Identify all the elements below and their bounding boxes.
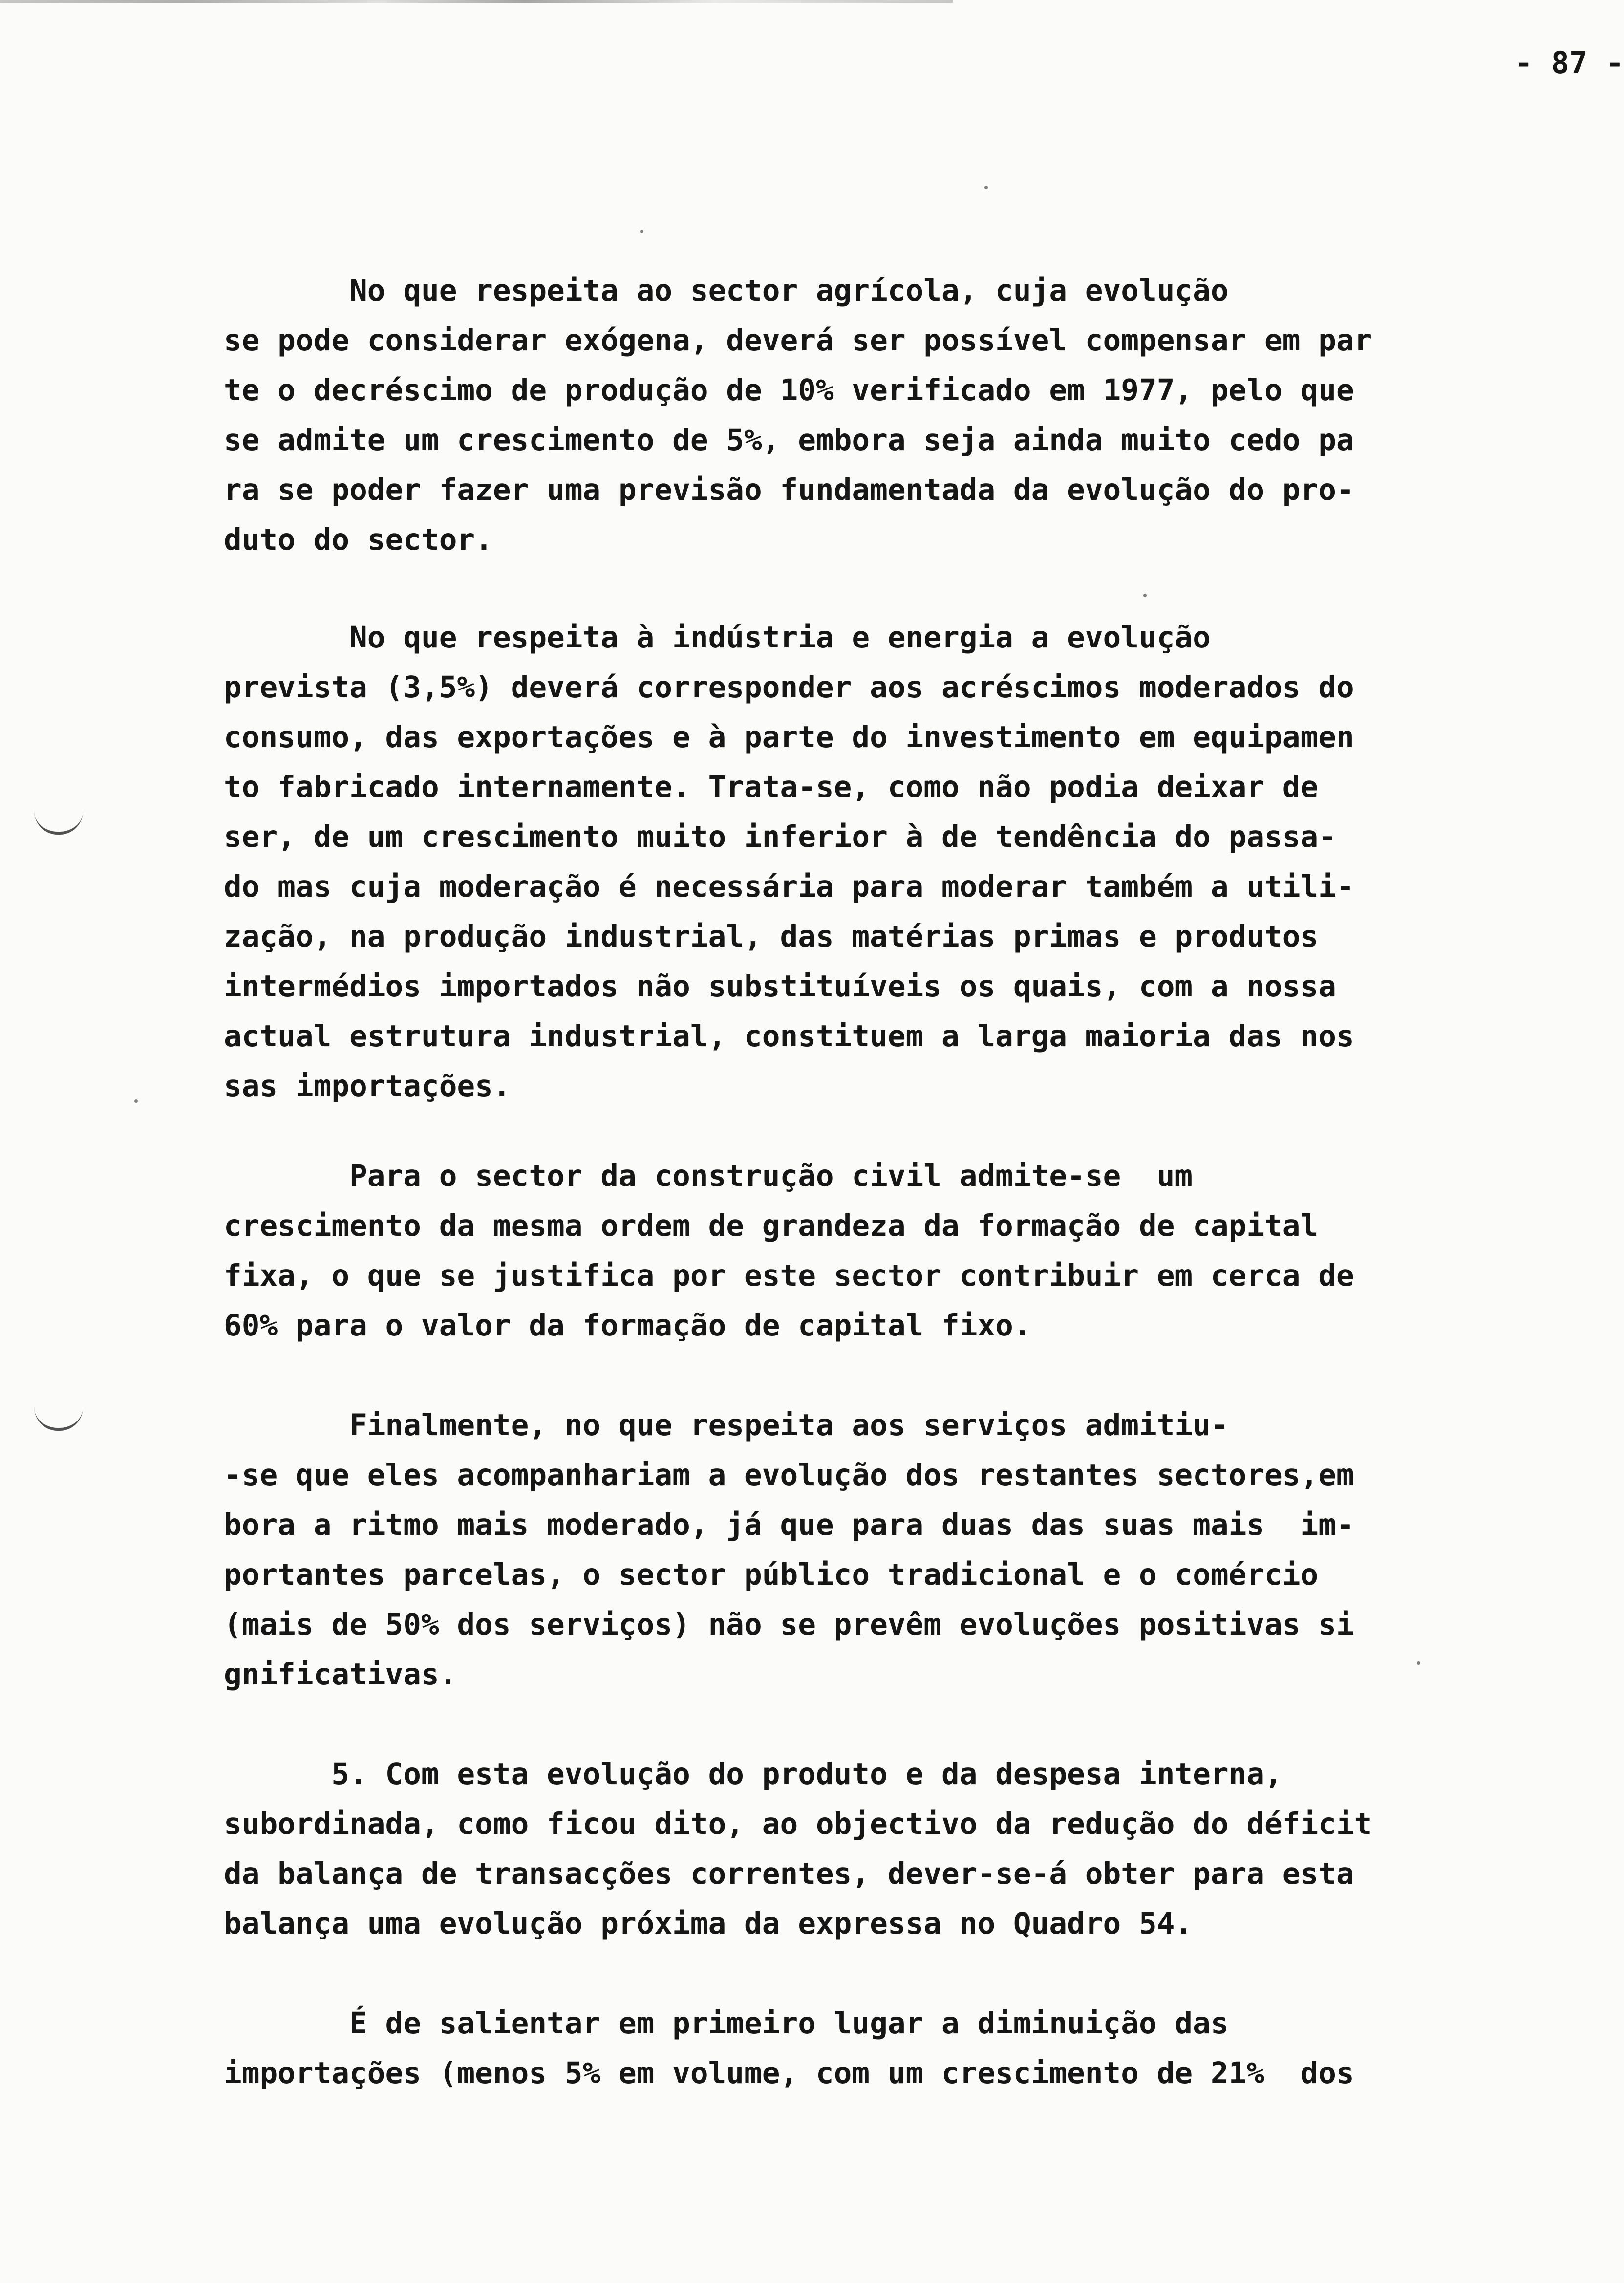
text-line: ra se poder fazer uma previsão fundamentada da evolução do pro- bbox=[224, 473, 1354, 507]
text-line: No que respeita ao sector agrícola, cuja evolução bbox=[224, 273, 1229, 308]
text-line: portantes parcelas, o sector público tradicional e o comércio bbox=[224, 1557, 1319, 1592]
paragraph-industry bbox=[224, 613, 1474, 1111]
paragraph-agriculture bbox=[224, 266, 1474, 565]
text-line: se pode considerar exógena, deverá ser possível compensar em par bbox=[224, 323, 1372, 358]
paragraph-construction bbox=[224, 1151, 1474, 1351]
text-line: do mas cuja moderação é necessária para moderar também a utili- bbox=[224, 869, 1354, 904]
paragraph-services bbox=[224, 1400, 1474, 1700]
text-line: zação, na produção industrial, das matérias primas e produtos bbox=[224, 919, 1319, 954]
text-line: duto do sector. bbox=[224, 522, 493, 557]
text-line: importações (menos 5% em volume, com um crescimento de 21% dos bbox=[224, 2056, 1354, 2090]
text-line: consumo, das exportações e à parte do investimento em equipamen bbox=[224, 720, 1354, 754]
text-line: se admite um crescimento de 5%, embora seja ainda muito cedo pa bbox=[224, 423, 1354, 457]
text-line: gnificativas. bbox=[224, 1657, 457, 1692]
scan-speck bbox=[984, 186, 988, 189]
text-line: Para o sector da construção civil admite-se um bbox=[224, 1159, 1193, 1193]
text-line: te o decréscimo de produção de 10% verificado em 1977, pelo que bbox=[224, 373, 1354, 408]
text-line: to fabricado internamente. Trata-se, como não podia deixar de bbox=[224, 770, 1319, 804]
paragraph-section-5 bbox=[224, 1749, 1474, 1949]
scan-edge-line bbox=[0, 0, 953, 3]
text-line: No que respeita à indústria e energia a evolução bbox=[224, 620, 1211, 655]
text-line: prevista (3,5%) deverá corresponder aos acréscimos moderados do bbox=[224, 670, 1354, 705]
text-line: 60% para o valor da formação de capital fixo. bbox=[224, 1308, 1031, 1343]
text-line: -se que eles acompanhariam a evolução dos restantes sectores,em bbox=[224, 1458, 1354, 1492]
text-line: bora a ritmo mais moderado, já que para duas das suas mais im- bbox=[224, 1508, 1354, 1542]
page-number: - 87 - bbox=[1515, 45, 1624, 81]
text-line: crescimento da mesma ordem de grandeza da formação de capital bbox=[224, 1208, 1319, 1243]
text-line: actual estrutura industrial, constituem a larga maioria das nos bbox=[224, 1019, 1354, 1054]
punch-mark-bottom bbox=[34, 1407, 83, 1431]
scan-speck bbox=[134, 1099, 138, 1103]
text-line: subordinada, como ficou dito, ao objectivo da redução do déficit bbox=[224, 1807, 1372, 1841]
text-line: intermédios importados não substituíveis os quais, com a nossa bbox=[224, 969, 1336, 1004]
scan-speck bbox=[1143, 594, 1147, 597]
text-line: 5. Com esta evolução do produto e da despesa interna, bbox=[224, 1757, 1282, 1791]
text-line: balança uma evolução próxima da expressa no Quadro 54. bbox=[224, 1906, 1193, 1941]
text-line: Finalmente, no que respeita aos serviços admitiu- bbox=[224, 1408, 1229, 1443]
scan-speck bbox=[640, 230, 643, 233]
paragraph-imports bbox=[224, 1999, 1474, 2098]
text-line: sas importações. bbox=[224, 1069, 511, 1103]
text-line: da balança de transacções correntes, dever-se-á obter para esta bbox=[224, 1856, 1354, 1891]
text-line: (mais de 50% dos serviços) não se prevêm evoluções positivas si bbox=[224, 1607, 1354, 1642]
text-line: fixa, o que se justifica por este sector contribuir em cerca de bbox=[224, 1258, 1354, 1293]
text-line: É de salientar em primeiro lugar a diminuição das bbox=[224, 2006, 1229, 2041]
text-line: ser, de um crescimento muito inferior à de tendência do passa- bbox=[224, 819, 1336, 854]
punch-mark-top bbox=[34, 811, 83, 835]
